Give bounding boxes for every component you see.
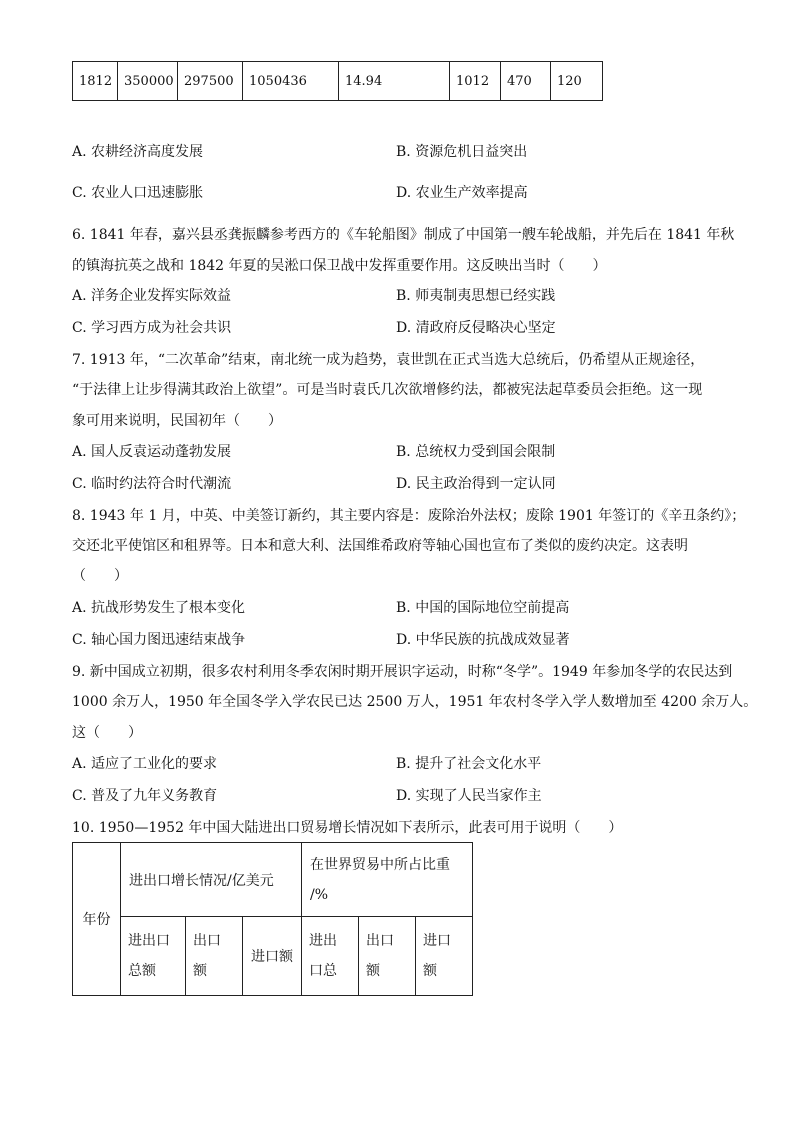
q9-stem-line2: 1000 余万人，1950 年全国冬学入学农民已达 2500 万人，1951 年农村冬学入学人数增加至 4200 余万人。 xyxy=(72,694,758,710)
table-header-share-export xyxy=(359,917,416,996)
q8-option-b: B. 中国的国际地位空前提高 xyxy=(396,600,570,616)
q8-stem-line1: 8. 1943 年 1 月，中英、中美签订新约，其主要内容是：废除治外法权；废除 1901 年签订的《辛丑条约》； xyxy=(72,508,746,524)
q8-option-a: A. 抗战形势发生了根本变化 xyxy=(72,600,246,616)
q6-stem-line1: 6. 1841 年春，嘉兴县丞龚振麟参考西方的《车轮船图》制成了中国第一艘车轮战船，并先后在 1841 年秋 xyxy=(72,227,735,243)
q9-option-a: A. 适应了工业化的要求 xyxy=(72,756,218,772)
table-header-share-line1: 在世界贸易中所占比重 xyxy=(310,856,450,873)
q8-stem-line3: （ ） xyxy=(72,568,128,584)
q7-option-c: C. 临时约法符合时代潮流 xyxy=(72,476,232,492)
table-header-share-import-line1: 进口 xyxy=(423,933,451,950)
q5-option-b: B. 资源危机日益突出 xyxy=(396,144,528,160)
table-header-export-line1: 出口 xyxy=(193,933,221,950)
q7-stem-line3: 象可用来说明，民国初年（ ） xyxy=(72,413,282,429)
q6-stem-line2: 的镇海抗英之战和 1842 年夏的吴淞口保卫战中发挥重要作用。这反映出当时（ ） xyxy=(72,258,607,274)
table-header-export xyxy=(186,917,243,996)
table-cell: 1812 xyxy=(73,62,118,101)
table-header-share-total-line1: 进出 xyxy=(309,933,337,950)
table-cell: 1050436 xyxy=(243,62,339,101)
table-cell: 297500 xyxy=(178,62,243,101)
table-header-import: 进口额 xyxy=(243,917,302,996)
table-cell: 120 xyxy=(551,62,603,101)
q6-option-d: D. 清政府反侵略决心坚定 xyxy=(396,320,556,336)
q9-option-d: D. 实现了人民当家作主 xyxy=(396,788,542,804)
q7-stem-line1: 7. 1913 年，“二次革命”结束，南北统一成为趋势，袁世凯在正式当选大总统后，仍希望从正规途径， xyxy=(72,352,705,368)
table-row xyxy=(73,62,603,101)
q7-option-d: D. 民主政治得到一定认同 xyxy=(396,476,556,492)
table-header-export-line2: 额 xyxy=(193,963,207,980)
table-cell: 470 xyxy=(501,62,551,101)
q5-option-c: C. 农业人口迅速膨胀 xyxy=(72,185,204,201)
table-cell: 1012 xyxy=(450,62,501,101)
table-header-share-import-line2: 额 xyxy=(423,963,437,980)
q7-stem-line2: “于法律上让步得满其政治上欲望”。可是当时袁氏几次欲增修约法，都被宪法起草委员会拒绝。这一现 xyxy=(72,382,703,398)
table-header-total-line1: 进出口 xyxy=(128,933,170,950)
table-header-share-export-line2: 额 xyxy=(366,963,380,980)
q8-stem-line2: 交还北平使馆区和租界等。日本和意大利、法国维希政府等轴心国也宣布了类似的废约决定。这表明 xyxy=(72,538,688,554)
q10-stem-line1: 10. 1950—1952 年中国大陆进出口贸易增长情况如下表所示，此表可用于说明（ ） xyxy=(72,820,623,836)
q6-option-c: C. 学习西方成为社会共识 xyxy=(72,320,232,336)
q5-option-d: D. 农业生产效率提高 xyxy=(396,185,528,201)
table-row xyxy=(73,917,473,996)
q9-stem-line1: 9. 新中国成立初期，很多农村利用冬季农闲时期开展识字运动，时称“冬学”。1949 年参加冬学的农民达到 xyxy=(72,664,733,680)
q8-option-c: C. 轴心国力图迅速结束战争 xyxy=(72,632,246,648)
table-header-growth: 进出口增长情况/亿美元 xyxy=(121,843,302,917)
table-cell: 350000 xyxy=(118,62,178,101)
q8-option-d: D. 中华民族的抗战成效显著 xyxy=(396,632,570,648)
table-header-share xyxy=(302,843,473,917)
data-table-top xyxy=(72,61,603,101)
table-header-total xyxy=(121,917,186,996)
q9-stem-line3: 这（ ） xyxy=(72,725,142,741)
q6-option-b: B. 师夷制夷思想已经实践 xyxy=(396,288,556,304)
q5-option-a: A. 农耕经济高度发展 xyxy=(72,144,204,160)
q7-option-b: B. 总统权力受到国会限制 xyxy=(396,444,556,460)
q9-option-b: B. 提升了社会文化水平 xyxy=(396,756,542,772)
q9-option-c: C. 普及了九年义务教育 xyxy=(72,788,218,804)
table-header-year: 年份 xyxy=(73,843,121,996)
table-header-total-line2: 总额 xyxy=(128,963,156,980)
q7-option-a: A. 国人反袁运动蓬勃发展 xyxy=(72,444,232,460)
table-header-share-total xyxy=(302,917,359,996)
table-header-share-import xyxy=(416,917,473,996)
table-header-share-export-line1: 出口 xyxy=(366,933,394,950)
table-row xyxy=(73,843,473,917)
table-header-share-total-line2: 口总 xyxy=(309,963,337,980)
table-cell: 14.94 xyxy=(339,62,450,101)
trade-table xyxy=(72,842,473,996)
table-header-share-line2: /% xyxy=(310,886,329,903)
q6-option-a: A. 洋务企业发挥实际效益 xyxy=(72,288,232,304)
